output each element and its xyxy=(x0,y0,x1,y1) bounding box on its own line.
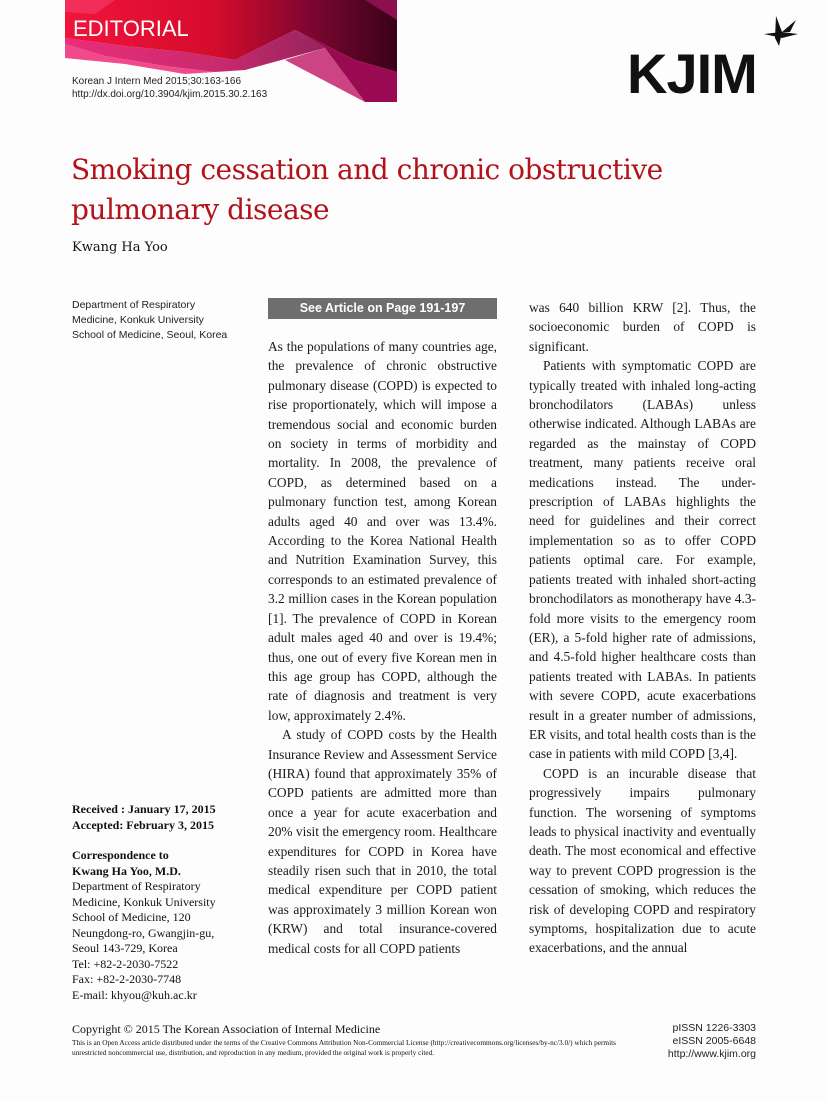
received-date: Received : January 17, 2015 xyxy=(72,802,216,816)
print-issn: pISSN 1226-3303 xyxy=(672,1022,756,1034)
article-title: Smoking cessation and chronic obstructive pulmonary disease xyxy=(71,153,663,226)
address-line: Department of Respiratory xyxy=(72,879,201,893)
issn-block xyxy=(668,1022,756,1061)
address-line: Medicine, Konkuk University xyxy=(72,894,216,909)
paragraph: Patients with symptomatic COPD are typically treated with inhaled long-acting bronchodilators (LABAs) unless otherwise indicated. Although LABAs are regarded as the mainstay of COPD treatment, many patients receive oral medications instead. The under-prescription of LABAs highlights the need for guidelines and their correct implementation so as to offer COPD patients optimal care. For example, patients treated with inhaled short-acting bronchodilators as monotherapy have 4.3-fold more visits to the emergency room (ER), a 5-fold higher rate of admissions, and 4.5-fold higher healthcare costs than patients treated with LABAs. In patients with severe COPD, acute exacerbations result in a greater number of admissions, ER visits, and total health costs than is the case in patients with mild COPD [3,4]. xyxy=(529,358,756,762)
paragraph: COPD is an incurable disease that progressively impairs pulmonary function. The worsening of symptoms leads to physical inactivity and eventually death. The most economical and effective way to prevent COPD progression is the cessation of smoking, which reduces the risk of developing COPD and respiratory symptoms, hospitalization due to acute exacerbations, and the annual xyxy=(529,765,756,956)
body-column-1 xyxy=(268,337,497,958)
logo-text: KJIM xyxy=(627,42,757,105)
paragraph: As the populations of many countries age, the prevalence of chronic obstructive pulmonary disease (COPD) is expected to rise proportionately, which will impose a tremendous social and economic burden on society in terms of morbidity and mortality. In 2008, the prevalence of COPD, as determined based on a pulmonary function test, among Korean adults aged 40 and over was 13.4%. According to the Korea National Health and Nutrition Examination Survey, this corresponds to an estimated prevalence of 3.2 million cases in the Korean population [1]. The prevalence of COPD in Korean adult males aged 40 and over is 19.4%; thus, one out of every five Korean men in this age group has COPD, although the rate of diagnosis and treatment is very low, approximately 2.4%. xyxy=(268,339,497,723)
doi-link[interactable]: http://dx.doi.org/10.3904/kjim.2015.30.2.163 xyxy=(72,89,268,100)
address-line: Seoul 143-729, Korea xyxy=(72,941,178,955)
paragraph: was 640 billion KRW [2]. Thus, the socioeconomic burden of COPD is significant. xyxy=(529,300,756,354)
paragraph: A study of COPD costs by the Health Insurance Review and Assessment Service (HIRA) found that approximately 35% of COPD patients are admitted more than once a year for acute exacerbation and 20% visit the emergency room. Healthcare expenditures for COPD in Korea have steadily risen such that in 2010, the total medical expenditure per COPD patient was approximately 3 million Korean won (KRW) and total insurance-covered medical costs for all COPD patients xyxy=(268,727,497,956)
kjim-logo xyxy=(627,14,797,114)
correspondence-heading: Correspondence to xyxy=(72,848,169,862)
electronic-issn: eISSN 2005-6648 xyxy=(672,1035,756,1047)
copyright-notice: Copyright © 2015 The Korean Association of Internal Medicine xyxy=(72,1022,381,1036)
accepted-date: Accepted: February 3, 2015 xyxy=(72,817,214,832)
section-label: EDITORIAL xyxy=(73,16,189,41)
see-article-link[interactable]: See Article on Page 191-197 xyxy=(268,298,497,319)
telephone: Tel: +82-2-2030-7522 xyxy=(72,956,179,971)
journal-citation xyxy=(72,75,267,101)
affiliation-line: Department of Respiratory xyxy=(72,299,196,311)
journal-website-link[interactable]: http://www.kjim.org xyxy=(667,1048,756,1060)
address-line: Neungdong-ro, Gwangjin-gu, xyxy=(72,925,215,940)
author-affiliation xyxy=(72,298,252,343)
citation-volume: Korean J Intern Med 2015;30:163-166 xyxy=(72,76,242,87)
email-link[interactable]: E-mail: khyou@kuh.ac.kr xyxy=(72,987,197,1002)
correspondence-name: Kwang Ha Yoo, M.D. xyxy=(72,863,181,878)
affiliation-line: School of Medicine, Seoul, Korea xyxy=(72,329,228,341)
logo-cross-icon xyxy=(762,14,802,54)
affiliation-line: Medicine, Konkuk University xyxy=(72,314,204,326)
article-author: Kwang Ha Yoo xyxy=(72,240,168,255)
body-column-2 xyxy=(529,298,756,958)
article-metadata xyxy=(72,802,262,1003)
license-notice: This is an Open Access article distributed under the terms of the Creative Commons Attribution Non-Commercial License (http://creativecommons.org/licenses/by-nc/3.0/) which permits unrestricted noncommercial use, distribution, and reproduction in any medium, provided the original work is properly cited. xyxy=(72,1038,616,1057)
address-line: School of Medicine, 120 xyxy=(72,910,191,924)
fax: Fax: +82-2-2030-7748 xyxy=(72,972,182,986)
